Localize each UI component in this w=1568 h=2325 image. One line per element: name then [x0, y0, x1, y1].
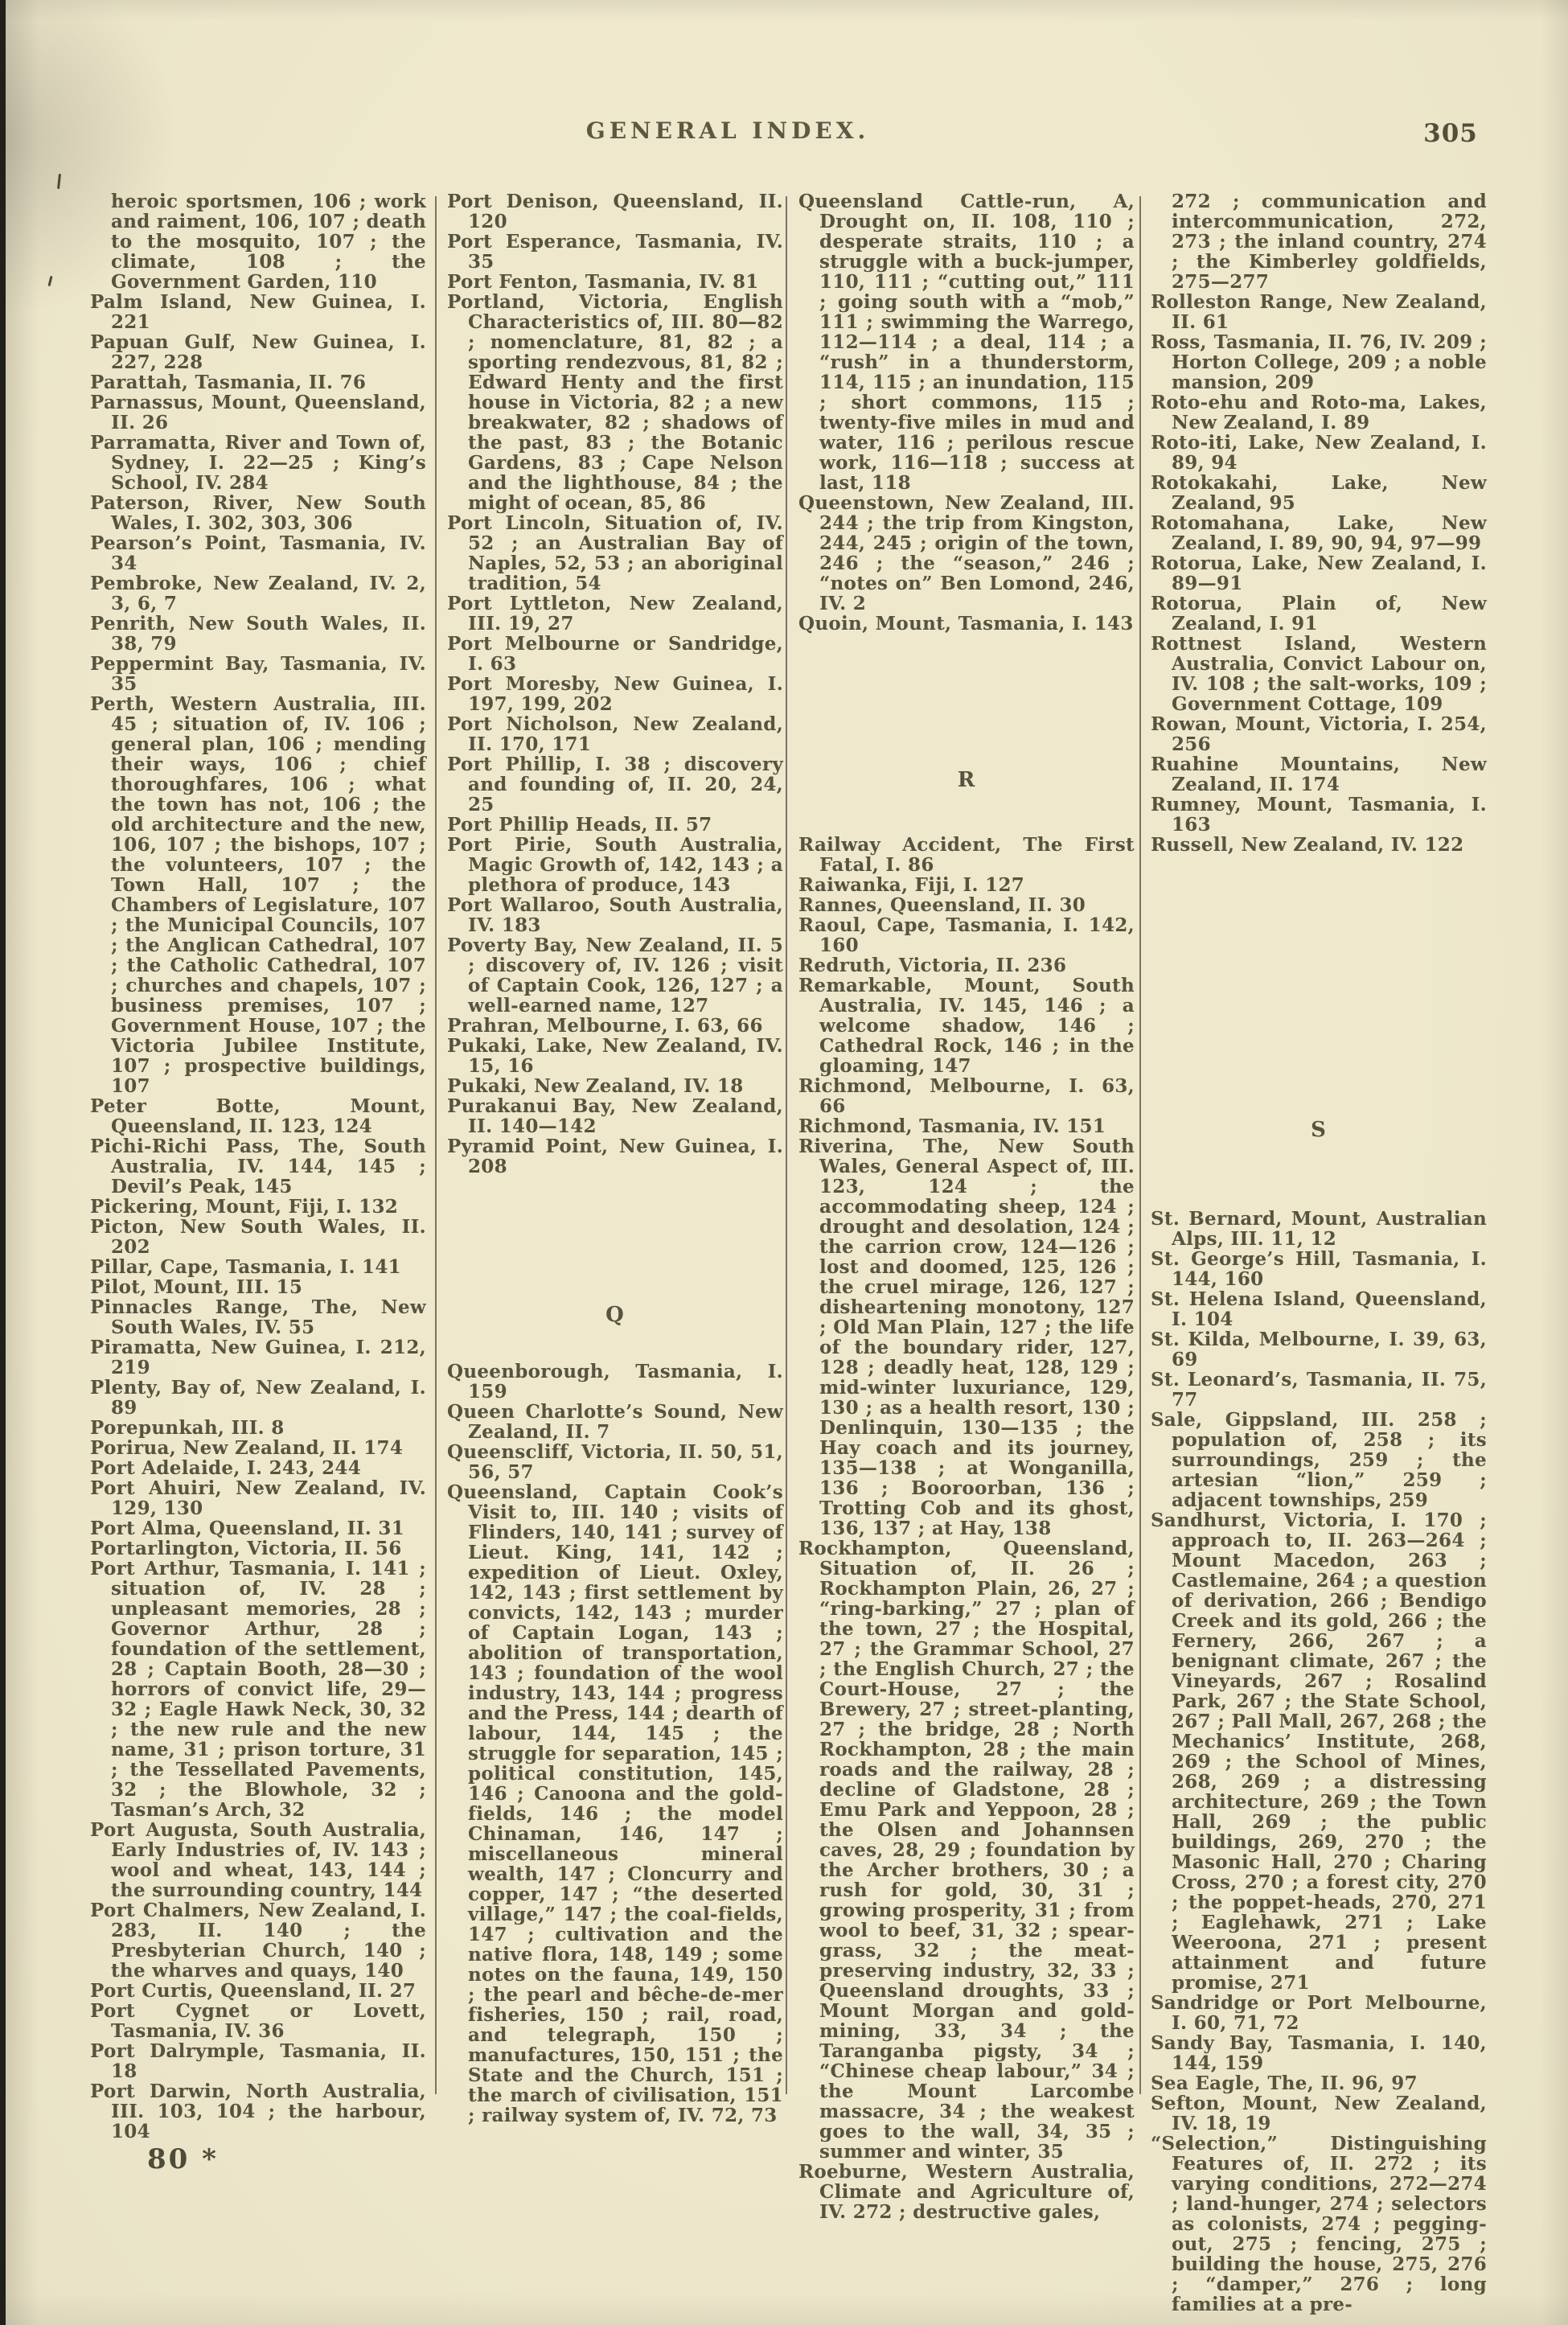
- index-entry: Penrith, New South Wales, II. 38, 79: [90, 613, 426, 655]
- index-entry: Port Melbourne or Sandridge, I. 63: [447, 633, 783, 675]
- index-entry: Port Phillip, I. 38 ; discovery and founding of, II. 20, 24, 25: [447, 754, 783, 815]
- index-column-2: [447, 191, 783, 2126]
- section-heading: R: [957, 768, 976, 792]
- index-entry: Paterson, River, New South Wales, I. 302, 303, 306: [90, 492, 426, 534]
- column-divider-rule: [786, 196, 787, 2094]
- index-entry: Pembroke, New Zealand, IV. 2, 3, 6, 7: [90, 573, 426, 614]
- index-entry: Palm Island, New Guinea, I. 221: [90, 291, 426, 333]
- index-entry: Porepunkah, III. 8: [90, 1417, 285, 1439]
- index-entry: Port Darwin, North Australia, III. 103, 104 ; the harbour, 104: [90, 2081, 426, 2142]
- index-entry: Parattah, Tasmania, II. 76: [90, 372, 367, 393]
- index-entry: Sandridge or Port Melbourne, I. 60, 71, 72: [1151, 1992, 1487, 2034]
- index-entry: Port Nicholson, New Zealand, II. 170, 171: [447, 713, 783, 755]
- index-entry: Sandy Bay, Tasmania, I. 140, 144, 159: [1151, 2032, 1487, 2074]
- index-entry: Pichi-Richi Pass, The, South Australia, IV. 144, 145 ; Devil’s Peak, 145: [90, 1136, 426, 1197]
- index-entry: Port Moresby, New Guinea, I. 197, 199, 202: [447, 673, 783, 715]
- index-entry: Rowan, Mount, Victoria, I. 254, 256: [1151, 713, 1487, 755]
- index-entry: Port Dalrymple, Tasmania, II. 18: [90, 2040, 426, 2082]
- index-entry: Ross, Tasmania, II. 76, IV. 209 ; Horton College, 209 ; a noble mansion, 209: [1151, 331, 1487, 393]
- index-entry: Piramatta, New Guinea, I. 212, 219: [90, 1337, 426, 1378]
- index-entry: Roto-ehu and Roto-ma, Lakes, New Zealand, I. 89: [1151, 392, 1487, 433]
- index-entry: Rotorua, Lake, New Zealand, I. 89—91: [1151, 552, 1487, 594]
- index-entry: Port Cygnet or Lovett, Tasmania, IV. 36: [90, 2000, 426, 2042]
- index-entry: Peppermint Bay, Tasmania, IV. 35: [90, 653, 426, 695]
- index-entry: Papuan Gulf, New Guinea, I. 227, 228: [90, 331, 426, 373]
- page-left-edge-shadow: [0, 0, 6, 2325]
- index-entry: Pukaki, New Zealand, IV. 18: [447, 1075, 744, 1097]
- index-entry: St. Bernard, Mount, Australian Alps, III. 11, 12: [1151, 1208, 1487, 1250]
- index-entry: Roto-iti, Lake, New Zealand, I. 89, 94: [1151, 432, 1487, 474]
- column-divider-rule: [435, 196, 437, 2094]
- section-heading: S: [1311, 1118, 1327, 1142]
- index-entry: Russell, New Zealand, IV. 122: [1151, 834, 1464, 856]
- index-entry: Parnassus, Mount, Queensland, II. 26: [90, 392, 426, 433]
- index-entry: Rotokakahi, Lake, New Zealand, 95: [1151, 472, 1487, 514]
- index-entry: Queensland, Captain Cook’s Visit to, III. 140 ; visits of Flinders, 140, 141 ; survey of Lieut. King, 141, 142 ; expedition of Lieut. Oxley, 142, 143 ; first settlement by convicts, 142, 143 ; murder of Captain Logan, 143 ; abolition of transportation, 143 ; foundation of the wool industry, 143, 144 ; progress and the Press, 144 ; dearth of labour, 144, 145 ; the struggle for separation, 145 ; political constitution, 145, 146 ; Canoona and the gold-fields, 146 ; the model Chinaman, 146, 147 ; miscellaneous mineral wealth, 147 ; Cloncurry and copper, 147 ; “the deserted village,” 147 ; the coal-fields, 147 ; cultivation and the native flora, 148, 149 ; some notes on the fauna, 149, 150 ; the pearl and bêche-de-mer fisheries, 150 ; rail, road, and telegraph, 150 ; manufactures, 150, 151 ; the State and the Church, 151 ; the march of civilisation, 151 ; railway system of, IV. 72, 73: [447, 1481, 783, 2126]
- index-entry: Queenborough, Tasmania, I. 159: [447, 1361, 783, 1403]
- index-entry: Rumney, Mount, Tasmania, I. 163: [1151, 794, 1487, 836]
- index-entry: Pyramid Point, New Guinea, I. 208: [447, 1136, 783, 1177]
- index-entry: Portarlington, Victoria, II. 56: [90, 1538, 402, 1559]
- index-entry: Pickering, Mount, Fiji, I. 132: [90, 1196, 399, 1218]
- index-entry: St. Leonard’s, Tasmania, II. 75, 77: [1151, 1369, 1487, 1411]
- index-entry: Pearson’s Point, Tasmania, IV. 34: [90, 532, 426, 574]
- index-entry: Roeburne, Western Australia, Climate and Agriculture of, IV. 272 ; destructive gales,: [798, 2161, 1135, 2223]
- index-entry: Riverina, The, New South Wales, General Aspect of, III. 123, 124 ; the accommodating sheep, 124 ; drought and desolation, 124 ; the carrion crow, 124—126 ; lost and doomed, 125, 126 ; the cruel mirage, 126, 127 ; disheartening monotony, 127 ; Old Man Plain, 127 ; the life of the boundary rider, 127, 128 ; deadly heat, 128, 129 ; mid-winter luxuriance, 129, 130 ; as a health resort, 130 ; Denlinquin, 130—135 ; the Hay coach and its journey, 135—138 ; at Wonganilla, 136 ; Booroorban, 136 ; Trotting Cob and its ghost, 136, 137 ; at Hay, 138: [798, 1136, 1135, 1539]
- index-entry: Queenstown, New Zealand, III. 244 ; the trip from Kingston, 244, 245 ; origin of the town, 246 ; the “season,” 246 ; “notes on” Ben Lomond, 246, IV. 2: [798, 492, 1135, 614]
- index-entry: Purakanui Bay, New Zealand, II. 140—142: [447, 1095, 783, 1137]
- index-entry: Port Chalmers, New Zealand, I. 283, II. 140 ; the Presbyterian Church, 140 ; the wharves and quays, 140: [90, 1900, 426, 1982]
- index-entry: Port Lyttleton, New Zealand, III. 19, 27: [447, 593, 783, 635]
- index-entry: Rotomahana, Lake, New Zealand, I. 89, 90, 94, 97—99: [1151, 512, 1487, 554]
- index-entry: Richmond, Melbourne, I. 63, 66: [798, 1075, 1135, 1117]
- index-entry: Redruth, Victoria, II. 236: [798, 955, 1067, 976]
- index-entry: Port Arthur, Tasmania, I. 141 ; situation of, IV. 28 ; unpleasant memories, 28 ; Governor Arthur, 28 ; foundation of the settlement, 28 ; Captain Booth, 28—30 ; horrors of convict life, 29—32 ; Eagle Hawk Neck, 30, 32 ; the new rule and the new name, 31 ; prison torture, 31 ; the Tessellated Pavements, 32 ; the Blowhole, 32 ; Tasman’s Arch, 32: [90, 1558, 426, 1821]
- index-entry: Poverty Bay, New Zealand, II. 5 ; discovery of, IV. 126 ; visit of Captain Cook, 126, 127 ; a well-earned name, 127: [447, 935, 783, 1017]
- index-entry: Port Phillip Heads, II. 57: [447, 814, 712, 836]
- index-entry: Port Augusta, South Australia, Early Industries of, IV. 143 ; wool and wheat, 143, 144 ; the surrounding country, 144: [90, 1819, 426, 1901]
- index-entry: Sale, Gippsland, III. 258 ; population of, 258 ; its surroundings, 259 ; the artesian “lion,” 259 ; adjacent townships, 259: [1151, 1409, 1487, 1511]
- index-entry: Portland, Victoria, English Characteristics of, III. 80—82 ; nomenclature, 81, 82 ; a sporting rendezvous, 81, 82 ; Edward Henty and the first house in Victoria, 82 ; a new breakwater, 82 ; shadows of the past, 83 ; the Botanic Gardens, 83 ; Cape Nelson and the lighthouse, 84 ; the might of ocean, 85, 86: [447, 291, 783, 514]
- index-entry: Queensland Cattle-run, A, Drought on, II. 108, 110 ; desperate straits, 110 ; a struggle with a buck-jumper, 110, 111 ; “cutting out,” 111 ; going south with a “mob,” 111 ; swimming the Warrego, 112—114 ; a deal, 114 ; a “rush” in a thunderstorm, 114, 115 ; an inundation, 115 ; short commons, 115 ; twenty-five miles in mud and water, 116 ; perilous rescue work, 116—118 ; success at last, 118: [798, 191, 1135, 494]
- index-entry: Port Fenton, Tasmania, IV. 81: [447, 271, 759, 293]
- index-entry: Richmond, Tasmania, IV. 151: [798, 1115, 1106, 1137]
- index-entry: Sea Eagle, The, II. 96, 97: [1151, 2072, 1418, 2094]
- index-entry: Port Ahuiri, New Zealand, IV. 129, 130: [90, 1477, 426, 1519]
- index-entry: Rockhampton, Queensland, Situation of, II. 26 ; Rockhampton Plain, 26, 27 ; “ring-barking,” 27 ; plan of the town, 27 ; the Hospital, 27 ; the Grammar School, 27 ; the English Church, 27 ; the Court-House, 27 ; the Brewery, 27 ; street-planting, 27 ; the bridge, 28 ; North Rockhampton, 28 ; the main roads and the railway, 28 ; decline of Gladstone, 28 ; Emu Park and Yeppoon, 28 ; the Olsen and Johannsen caves, 28, 29 ; foundation by the Archer brothers, 30 ; a rush for gold, 30, 31 ; growing prosperity, 31 ; from wool to beef, 31, 32 ; spear-grass, 32 ; the meat-preserving industry, 32, 33 ; Queensland droughts, 33 ; Mount Morgan and gold-mining, 33, 34 ; the Taranganba pigsty, 34 ; “Chinese cheap labour,” 34 ; the Mount Larcombe massacre, 34 ; the weakest goes to the wall, 34, 35 ; summer and winter, 35: [798, 1538, 1135, 2163]
- index-entry: Port Adelaide, I. 243, 244: [90, 1457, 362, 1479]
- index-entry: Queen Charlotte’s Sound, New Zealand, II. 7: [447, 1401, 783, 1443]
- index-entry: Prahran, Melbourne, I. 63, 66: [447, 1015, 763, 1037]
- index-entry: Pilot, Mount, III. 15: [90, 1276, 303, 1298]
- index-entry: Port Alma, Queensland, II. 31: [90, 1518, 404, 1539]
- index-entry: Port Denison, Queensland, II. 120: [447, 191, 783, 232]
- index-entry: “Selection,” Distinguishing Features of, II. 272 ; its varying conditions, 272—274 ; land-hunger, 274 ; selectors as colonists, 274 ; pegging-out, 275 ; fencing, 275 ; building the house, 275, 276 ; “damper,” 276 ; long families at a pre-: [1151, 2133, 1487, 2315]
- ink-mark: [57, 174, 61, 189]
- index-entry: Sandhurst, Victoria, I. 170 ; approach to, II. 263—264 ; Mount Macedon, 263 ; Castlemaine, 264 ; a question of derivation, 266 ; Bendigo Creek and its gold, 266 ; the Fernery, 266, 267 ; a benignant climate, 267 ; the Vineyards, 267 ; Rosalind Park, 267 ; the State School, 267 ; Pall Mall, 267, 268 ; the Mechanics’ Institute, 268, 269 ; the School of Mines, 268, 269 ; a distressing architecture, 269 ; the Town Hall, 269 ; the public buildings, 269, 270 ; the Masonic Hall, 270 ; Charing Cross, 270 ; a forest city, 270 ; the poppet-heads, 270, 271 ; Eaglehawk, 271 ; Lake Weeroona, 271 ; present attainment and future promise, 271: [1151, 1510, 1487, 1994]
- index-entry: Raoul, Cape, Tasmania, I. 142, 160: [798, 914, 1135, 956]
- index-entry: Port Curtis, Queensland, II. 27: [90, 1980, 417, 2002]
- index-entry: Rotorua, Plain of, New Zealand, I. 91: [1151, 593, 1487, 635]
- ink-mark: [47, 276, 52, 286]
- index-entry: Sefton, Mount, New Zealand, IV. 18, 19: [1151, 2093, 1487, 2134]
- index-entry: Peter Botte, Mount, Queensland, II. 123, 124: [90, 1095, 426, 1137]
- index-entry: Parramatta, River and Town of, Sydney, I. 22—25 ; King’s School, IV. 284: [90, 432, 426, 494]
- page-title: GENERAL INDEX.: [585, 117, 870, 144]
- index-entry: Port Wallaroo, South Australia, IV. 183: [447, 894, 783, 936]
- index-entry: Railway Accident, The First Fatal, I. 86: [798, 834, 1135, 876]
- index-entry: Ruahine Mountains, New Zealand, II. 174: [1151, 754, 1487, 795]
- printers-signature-mark: 80 *: [147, 2143, 219, 2175]
- index-column-3: [798, 191, 1135, 2222]
- index-entry: Port Esperance, Tasmania, IV. 35: [447, 231, 783, 273]
- index-entry: Queenscliff, Victoria, II. 50, 51, 56, 57: [447, 1441, 783, 1483]
- index-column-1: [90, 191, 427, 2175]
- index-entry: St. Kilda, Melbourne, I. 39, 63, 69: [1151, 1329, 1487, 1370]
- index-entry: heroic sportsmen, 106 ; work and raiment, 106, 107 ; death to the mosquito, 107 ; the climate, 108 ; the Government Garden, 110: [111, 191, 427, 293]
- index-entry: Rottnest Island, Western Australia, Convict Labour on, IV. 108 ; the salt-works, 109 ; Government Cottage, 109: [1151, 633, 1487, 715]
- column-divider-rule: [1139, 196, 1141, 2094]
- index-entry: Pukaki, Lake, New Zealand, IV. 15, 16: [447, 1035, 783, 1077]
- index-entry: 272 ; communication and intercommunication, 272, 273 ; the inland country, 274 ; the Kimberley goldfields, 275—277: [1172, 191, 1487, 293]
- index-entry: Picton, New South Wales, II. 202: [90, 1216, 426, 1258]
- index-entry: Pillar, Cape, Tasmania, I. 141: [90, 1256, 401, 1278]
- section-heading: Q: [605, 1303, 625, 1327]
- index-entry: Porirua, New Zealand, II. 174: [90, 1437, 404, 1459]
- index-entry: St. George’s Hill, Tasmania, I. 144, 160: [1151, 1248, 1487, 1290]
- index-entry: Pinnacles Range, The, New South Wales, IV. 55: [90, 1296, 426, 1338]
- index-entry: Raiwanka, Fiji, I. 127: [798, 874, 1025, 896]
- index-entry: Plenty, Bay of, New Zealand, I. 89: [90, 1377, 426, 1419]
- index-entry: Quoin, Mount, Tasmania, I. 143: [798, 613, 1134, 635]
- index-entry: Rolleston Range, New Zealand, II. 61: [1151, 291, 1487, 333]
- index-entry: Port Pirie, South Australia, Magic Growth of, 142, 143 ; a plethora of produce, 143: [447, 834, 783, 896]
- index-entry: St. Helena Island, Queensland, I. 104: [1151, 1288, 1487, 1330]
- index-column-4: [1151, 191, 1487, 2315]
- index-entry: Perth, Western Australia, III. 45 ; situation of, IV. 106 ; general plan, 106 ; mending their ways, 106 ; chief thoroughfares, 106 ; what the town has not, 106 ; the old architecture and the new, 106, 107 ; the bishops, 107 ; the volunteers, 107 ; the Town Hall, 107 ; the Chambers of Legislature, 107 ; the Municipal Councils, 107 ; the Anglican Cathedral, 107 ; the Catholic Cathedral, 107 ; churches and chapels, 107 ; business premises, 107 ; Government House, 107 ; the Victoria Jubilee Institute, 107 ; prospective buildings, 107: [90, 693, 426, 1097]
- index-entry: Rannes, Queensland, II. 30: [798, 894, 1086, 916]
- index-entry: Port Lincoln, Situation of, IV. 52 ; an Australian Bay of Naples, 52, 53 ; an aboriginal tradition, 54: [447, 512, 783, 594]
- page-number: 305: [1423, 119, 1478, 148]
- index-entry: Remarkable, Mount, South Australia, IV. 145, 146 ; a welcome shadow, 146 ; Cathedral Rock, 146 ; in the gloaming, 147: [798, 975, 1135, 1077]
